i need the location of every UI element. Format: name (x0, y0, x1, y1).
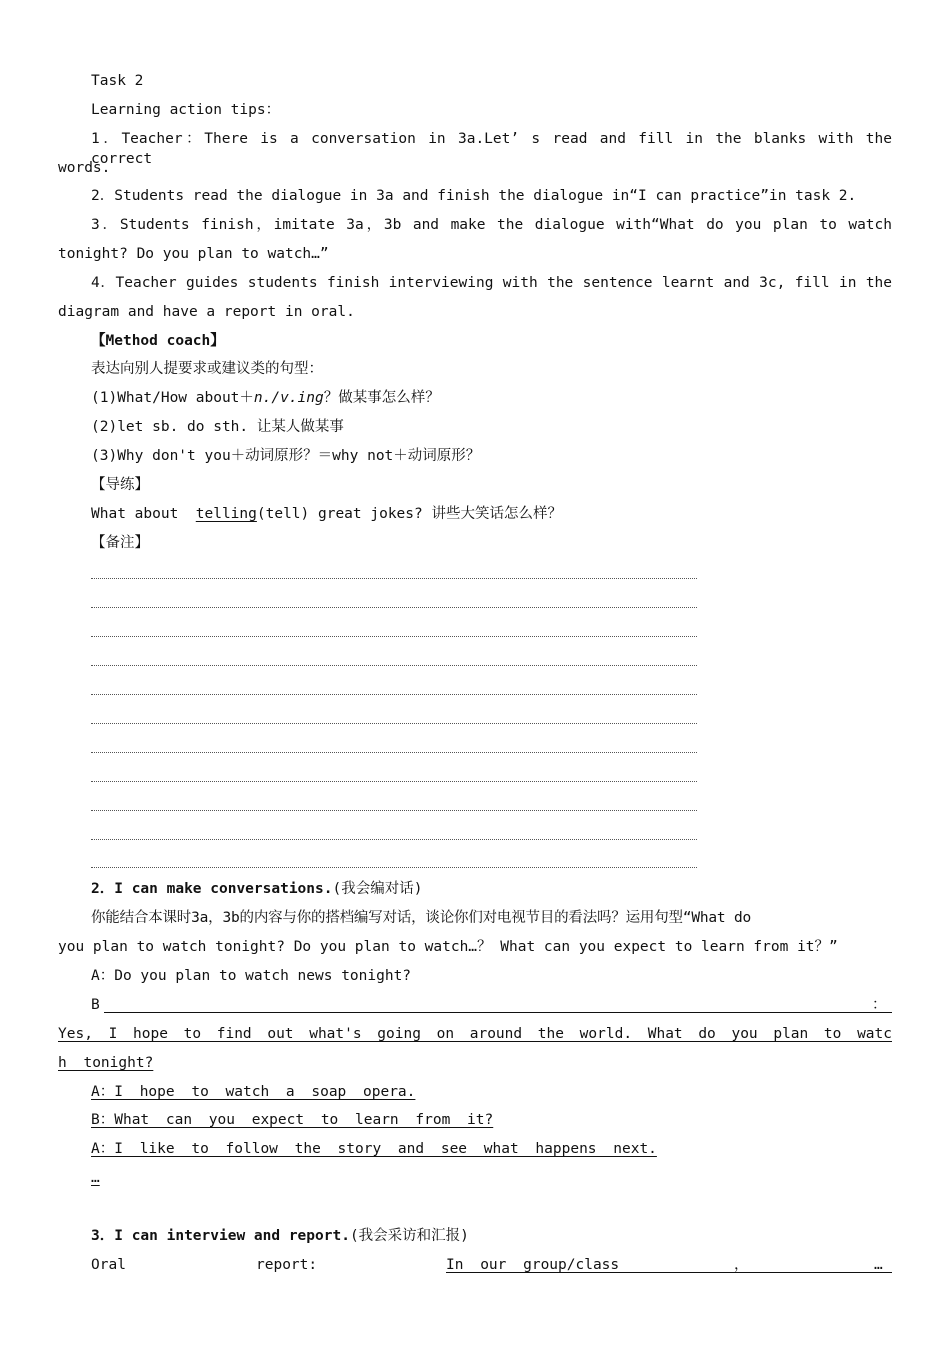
dialogue-b1-label: B (91, 997, 100, 1013)
report-label: report: (256, 1257, 318, 1273)
dialogue-b1-answer-line1: Yes, I hope to find out what's going on around the world. What do you plan to watc (58, 1026, 892, 1042)
note-line (91, 839, 697, 840)
note-line (91, 607, 697, 608)
note-line (91, 867, 697, 868)
answer-underline (104, 1012, 892, 1013)
tip-1-line2: words. (58, 160, 111, 176)
dialogue-b1-answer-line2: h tonight? (58, 1055, 154, 1071)
note-line (91, 723, 697, 724)
method-pattern-1: (1)What/How about＋n./v.ing？做某事怎么样？ (91, 390, 440, 406)
section2-intro-line1: 你能结合本课时3a，3b的内容与你的搭档编写对话，谈论你们对电视节目的看法吗？运用句型“What do (91, 910, 752, 926)
section3-heading: 3．I can interview and report.(我会采访和汇报) (91, 1228, 469, 1244)
method-pattern-3: (3)Why don't you＋动词原形？＝why not＋动词原形？ (91, 448, 481, 464)
tip-3-line1: 3．Students finish，imitate 3a，3b and make the dialogue with“What do you plan to watch (91, 217, 892, 233)
note-line (91, 636, 697, 637)
note-line (91, 578, 697, 579)
note-line (91, 752, 697, 753)
method-heading: 【Method coach】 (91, 333, 225, 349)
note-line (91, 665, 697, 666)
report-comma: ， (734, 1257, 749, 1273)
dialogue-b2: B：What can you expect to learn from it? (91, 1112, 494, 1128)
report-answer: In our group/class (446, 1257, 620, 1273)
tip-1-line1: 1．Teacher：There is a conversation in 3a.Let’ s read and fill in the blanks with the correct (91, 131, 892, 167)
dialogue-ellipsis: … (91, 1170, 100, 1186)
dialogue-a1: A：Do you plan to watch news tonight? (91, 968, 412, 984)
practice-heading: 【导练】 (91, 477, 149, 493)
oral-label: Oral (91, 1257, 126, 1273)
note-line (91, 781, 697, 782)
note-line (91, 810, 697, 811)
practice-sentence: What about telling(tell) great jokes? 讲些大笑话怎么样？ (91, 506, 562, 522)
tip-2: 2．Students read the dialogue in 3a and finish the dialogue in“I can practice”in task 2. (91, 188, 857, 204)
method-pattern-2: (2)let sb. do sth. 让某人做某事 (91, 419, 344, 435)
report-ellipsis: … (874, 1257, 883, 1273)
task-title: Task 2 (91, 73, 144, 89)
tip-4-line1: 4．Teacher guides students finish interviewing with the sentence learnt and 3c, fill in the (91, 275, 893, 291)
tip-3-line2: tonight? Do you plan to watch…” (58, 246, 329, 262)
notes-heading: 【备注】 (91, 535, 149, 551)
dialogue-a2: A：I hope to watch a soap opera. (91, 1084, 416, 1100)
tip-4-line2: diagram and have a report in oral. (58, 304, 355, 320)
dialogue-a3: A：I like to follow the story and see what happens next. (91, 1141, 657, 1157)
section2-heading: 2．I can make conversations.(我会编对话) (91, 881, 423, 897)
method-intro: 表达向别人提要求或建议类的句型： (91, 361, 323, 377)
note-line (91, 694, 697, 695)
tips-heading: Learning action tips： (91, 102, 281, 118)
section2-intro-line2: you plan to watch tonight? Do you plan to watch…？ What can you expect to learn from it？” (58, 939, 838, 955)
dialogue-b1-colon: ： (872, 997, 887, 1013)
practice-answer: telling (195, 506, 257, 522)
